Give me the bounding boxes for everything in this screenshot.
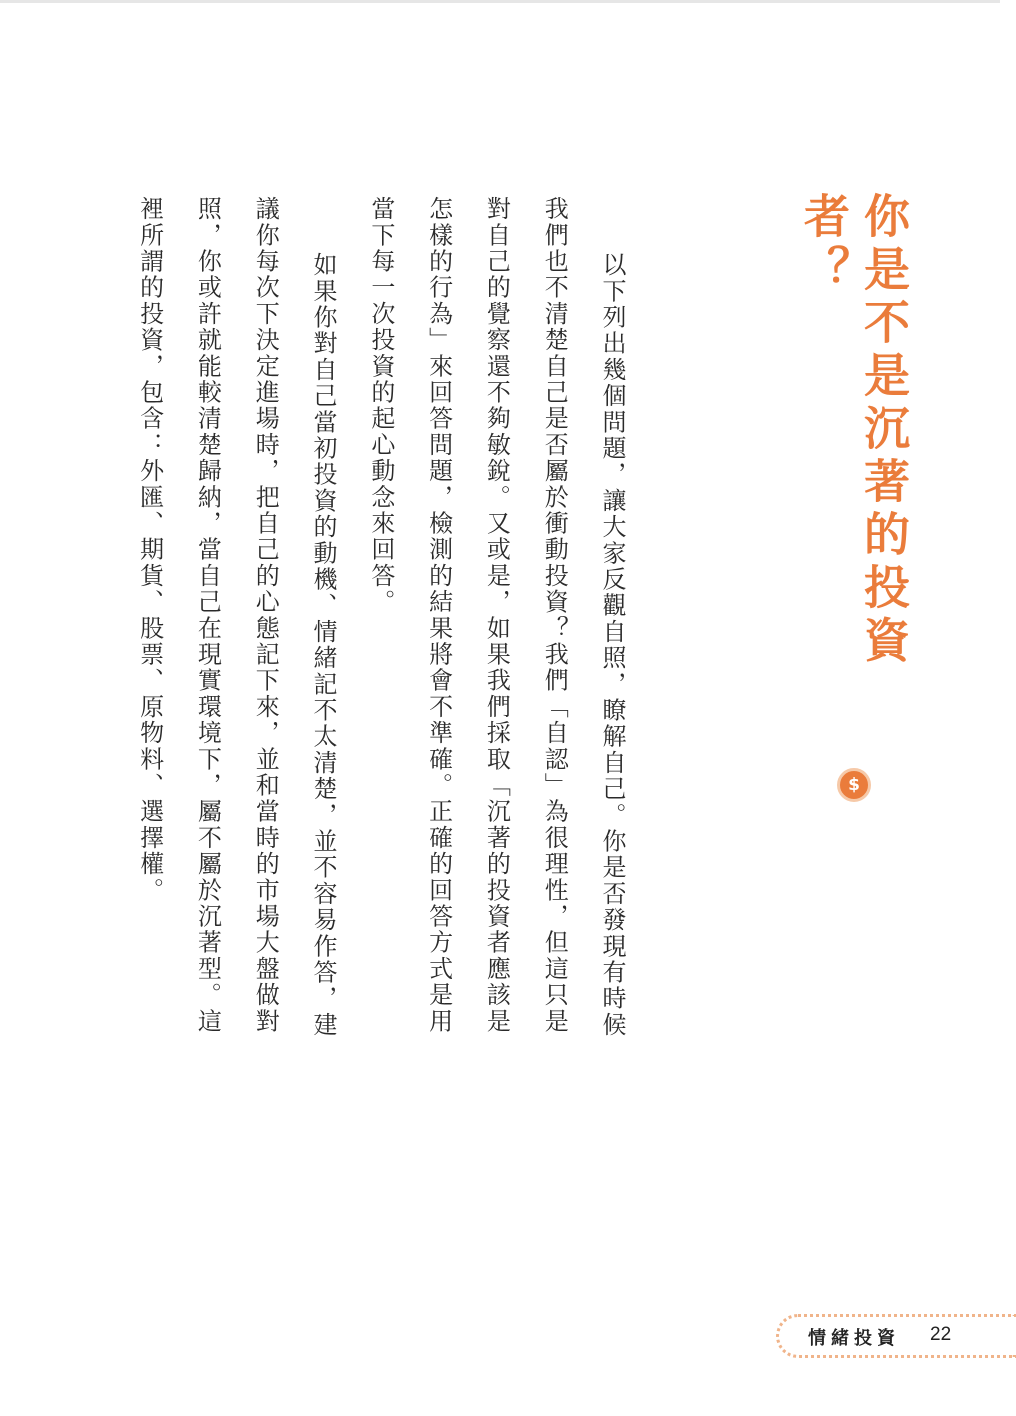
paragraph-1: 以下列出幾個問題，讓大家反觀自照，瞭解自己。你是否發現有時候我們也不清楚自己是否屬於衝動投資？我們「自認」為很理性，但這只是對自己的覺察還不夠敏銳。又或是，如果我們採取「沉著的投資者應該是怎樣的行為」來回答問題，檢測的結果將會不準確。正確的回答方式是用當下每一次投資的起心動念來回答。 (366, 196, 626, 1039)
title-block (797, 192, 911, 802)
dollar-coin-icon: $ (837, 768, 871, 802)
body-text (135, 196, 640, 1046)
top-divider (0, 0, 1000, 3)
paragraph-2: 如果你對自己當初投資的動機、情緒記不太清楚，並不容易作答，建議你每次下決定進場時，把自己的心態記下來，並和當時的市場大盤做對照，你或許就能較清楚歸納，當自己在現實環境下，屬不屬於沉著型。這裡所謂的投資，包含：外匯、期貨、股票、原物料、選擇權。 (135, 196, 338, 1039)
footer-book-title: 情緒投資 (808, 1328, 900, 1349)
page-title: 你是不是沉著的投資者？ (797, 192, 911, 669)
page-number: 22 (930, 1324, 952, 1345)
